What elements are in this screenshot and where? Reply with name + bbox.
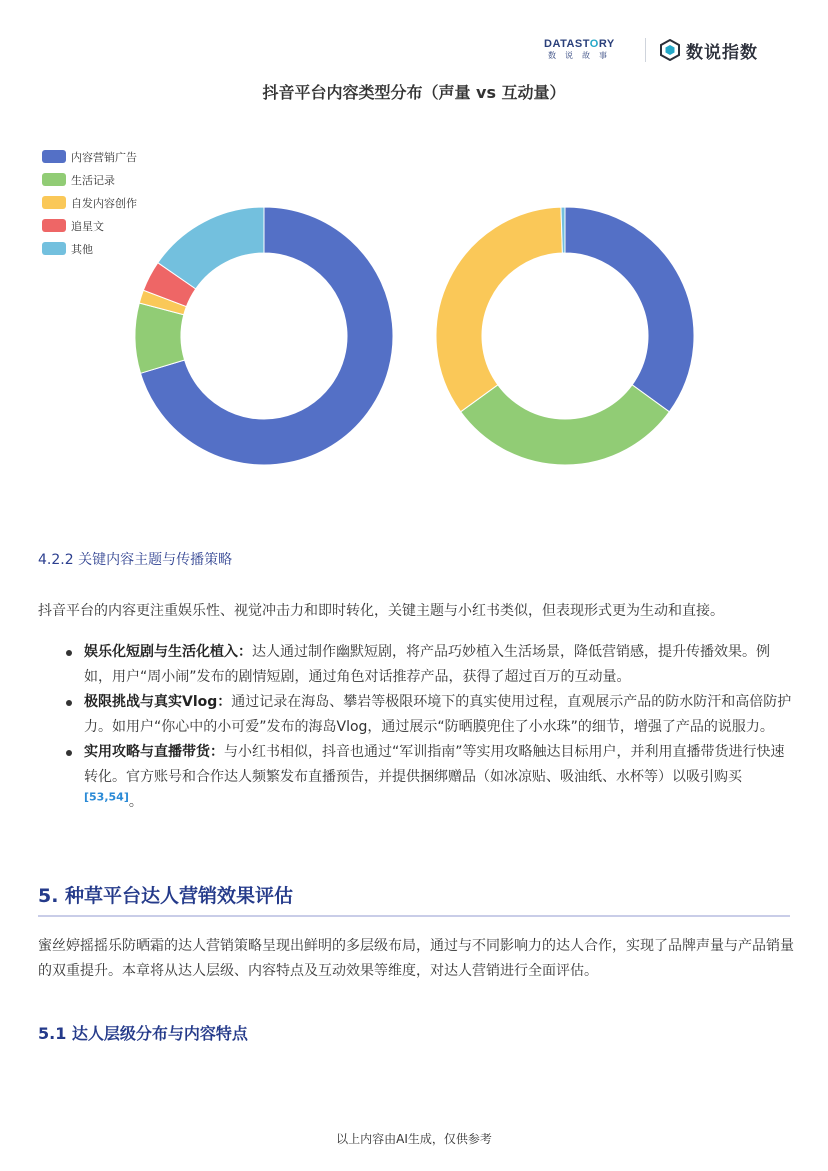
- donut-slice[interactable]: [565, 207, 694, 412]
- donut-charts: [0, 190, 828, 490]
- bullet-dot: [66, 700, 72, 706]
- bullet-text: 与小红书相似，抖音也通过“军训指南”等实用攻略触达目标用户，并利用直播带货进行快速转化。官方账号和合作达人频繁发布直播预告，并提供捆绑赠品（如冰凉贴、吸油纸、水杯等）以吸引购买: [84, 744, 785, 785]
- sszs-logo: [660, 36, 758, 64]
- legend-item[interactable]: [42, 168, 137, 191]
- bullet-item: [38, 690, 794, 740]
- section-heading-5-1: 5.1 达人层级分布与内容特点: [38, 1024, 248, 1043]
- chart-title: 抖音平台内容类型分布（声量 vs 互动量）: [262, 83, 566, 102]
- legend-swatch: [42, 173, 66, 186]
- section-divider: [38, 915, 790, 917]
- paragraph-section-5: 蜜丝婷摇摇乐防晒霜的达人营销策略呈现出鲜明的多层级布局，通过与不同影响力的达人合作，实现了品牌声量与产品销量的双重提升。本章将从达人层级、内容特点及互动效果等维度，对达人营销进行全面评估。: [38, 938, 794, 979]
- legend-swatch: [42, 150, 66, 163]
- donut-slice[interactable]: [135, 303, 185, 373]
- bullet-title: 娱乐化短剧与生活化植入：: [84, 644, 252, 660]
- bullet-item: [38, 740, 794, 815]
- legend-item[interactable]: [42, 145, 137, 168]
- paragraph-intro: 抖音平台的内容更注重娱乐性、视觉冲击力和即时转化，关键主题与小红书类似，但表现形式更为生动和直接。: [38, 603, 724, 619]
- section-heading-5: 5. 种草平台达人营销效果评估: [38, 885, 294, 907]
- logo-divider: [645, 38, 646, 62]
- hexagon-logo-icon: [660, 39, 680, 61]
- bullet-title: 极限挑战与真实Vlog：: [84, 694, 232, 710]
- citation-link[interactable]: [53,54]: [84, 790, 129, 804]
- section-heading-4-2-2: 4.2.2 关键内容主题与传播策略: [38, 552, 233, 568]
- legend-label: 自发内容创作: [71, 196, 137, 210]
- logo-text-c: RY: [598, 38, 615, 50]
- bullet-dot: [66, 650, 72, 656]
- legend-label: 追星文: [71, 219, 104, 233]
- sszs-logo-text: 数说指数: [686, 42, 758, 63]
- bullet-dot: [66, 750, 72, 756]
- bullet-item: [38, 640, 794, 690]
- legend-label: 生活记录: [71, 173, 115, 187]
- datastory-logo: [544, 38, 632, 62]
- logo-subtitle: 数说故事: [548, 51, 616, 60]
- footer-disclaimer: 以上内容由AI生成，仅供参考: [336, 1132, 492, 1146]
- bullet-list: [38, 640, 794, 815]
- logo-text-b: O: [589, 38, 599, 50]
- donut-slice[interactable]: [436, 207, 562, 412]
- legend-label: 内容营销广告: [71, 150, 137, 164]
- legend-label: 其他: [71, 242, 93, 256]
- bullet-tail: 。: [128, 794, 143, 810]
- bullet-text: 达人通过制作幽默短剧，将产品巧妙植入生活场景，降低营销感，提升传播效果。例如，用户“周小闹”发布的剧情短剧，通过角色对话推荐产品，获得了超过百万的互动量。: [84, 644, 770, 685]
- bullet-text: 通过记录在海岛、攀岩等极限环境下的真实使用过程，直观展示产品的防水防汗和高倍防护力。如用户“你心中的小可爱”发布的海岛Vlog，通过展示“防晒膜兜住了小水珠”的细节，增强了产品的说服力。: [84, 694, 792, 735]
- logo-text-a: DATAST: [544, 38, 590, 50]
- bullet-title: 实用攻略与直播带货：: [84, 744, 224, 760]
- donut-slice[interactable]: [461, 385, 670, 465]
